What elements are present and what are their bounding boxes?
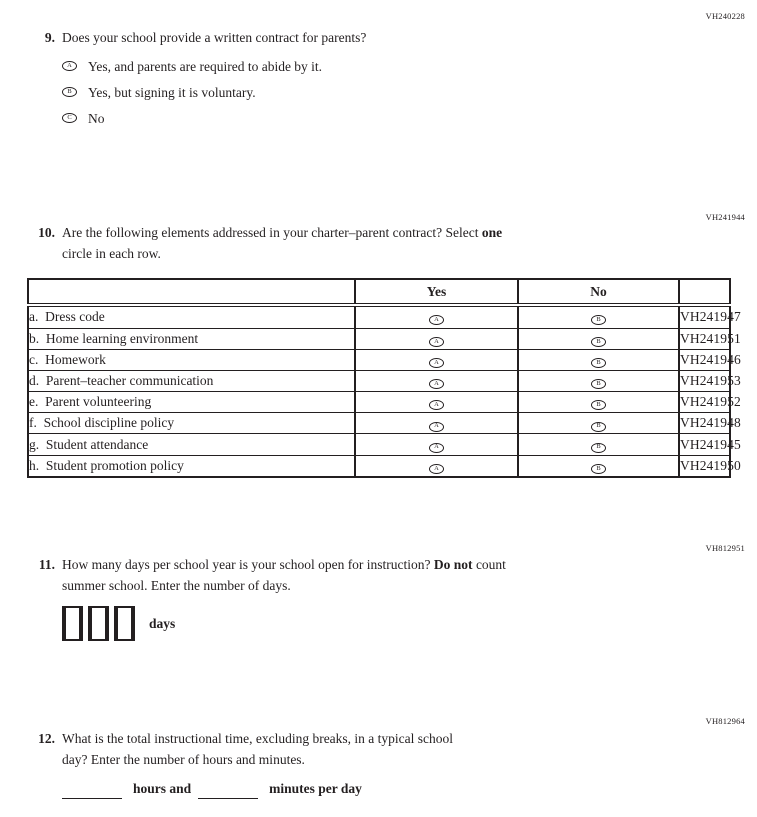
question-10-code: VH241944 — [705, 212, 745, 222]
option-label: No — [88, 110, 105, 126]
row-code: VH241946 — [679, 349, 730, 370]
question-11-text-after-bold: count — [472, 557, 506, 572]
yes-cell — [355, 305, 518, 328]
question-9 — [31, 27, 366, 137]
option-row[interactable] — [62, 111, 366, 125]
table-header-yes: Yes — [355, 279, 518, 305]
no-bubble-icon[interactable]: B — [591, 337, 606, 347]
row-label: f. School discipline policy — [28, 413, 355, 434]
no-bubble-icon[interactable]: B — [591, 379, 606, 389]
row-label: h. Student promotion policy — [28, 455, 355, 477]
question-11-number: 11. — [38, 557, 55, 572]
question-10-text-line2: circle in each row. — [62, 246, 161, 261]
digit-box-1[interactable] — [62, 606, 83, 641]
digit-box-3[interactable] — [114, 606, 135, 641]
answer-bubble-c-icon[interactable]: C — [62, 113, 77, 123]
digit-box-2[interactable] — [88, 606, 109, 641]
question-12-text-line1: What is the total instructional time, excluding breaks, in a typical school — [62, 731, 454, 746]
table-row — [28, 328, 730, 349]
table-row — [28, 413, 730, 434]
row-label: c. Homework — [28, 349, 355, 370]
no-cell — [518, 434, 679, 455]
no-cell — [518, 370, 679, 391]
answer-bubble-a-icon[interactable]: A — [62, 61, 77, 71]
yes-cell — [355, 434, 518, 455]
yes-bubble-icon[interactable]: A — [429, 337, 444, 347]
minutes-blank[interactable] — [198, 785, 258, 799]
no-bubble-icon[interactable]: B — [591, 400, 606, 410]
row-label: e. Parent volunteering — [28, 392, 355, 413]
question-12-text-line2: day? Enter the number of hours and minutes. — [62, 752, 305, 767]
yes-bubble-icon[interactable]: A — [429, 358, 444, 368]
row-code: VH241945 — [679, 434, 730, 455]
row-code: VH241953 — [679, 370, 730, 391]
question-9-options — [62, 59, 366, 125]
question-12 — [31, 728, 453, 799]
minutes-label: minutes per day — [269, 781, 362, 796]
question-10-number: 10. — [38, 225, 55, 240]
table-row — [28, 370, 730, 391]
no-bubble-icon[interactable]: B — [591, 443, 606, 453]
question-11-text-line2: summer school. Enter the number of days. — [62, 578, 291, 593]
no-cell — [518, 455, 679, 477]
yes-cell — [355, 349, 518, 370]
no-cell — [518, 349, 679, 370]
table-header-row — [28, 279, 730, 305]
yes-bubble-icon[interactable]: A — [429, 422, 444, 432]
table-row — [28, 305, 730, 328]
table-header-empty — [28, 279, 355, 305]
row-code: VH241948 — [679, 413, 730, 434]
no-cell — [518, 305, 679, 328]
yes-bubble-icon[interactable]: A — [429, 315, 444, 325]
yes-cell — [355, 455, 518, 477]
question-9-text: Does your school provide a written contract for parents? — [62, 30, 367, 45]
option-label: Yes, but signing it is voluntary. — [88, 84, 256, 100]
question-11 — [31, 554, 506, 641]
question-9-number: 9. — [44, 30, 55, 45]
yes-bubble-icon[interactable]: A — [429, 464, 444, 474]
no-bubble-icon[interactable]: B — [591, 422, 606, 432]
question-12-number: 12. — [38, 731, 55, 746]
question-10 — [31, 222, 502, 264]
yes-bubble-icon[interactable]: A — [429, 379, 444, 389]
row-code: VH241951 — [679, 328, 730, 349]
yes-bubble-icon[interactable]: A — [429, 443, 444, 453]
hours-blank[interactable] — [62, 785, 122, 799]
option-row[interactable] — [62, 85, 366, 99]
row-label: a. Dress code — [28, 305, 355, 328]
table-row — [28, 434, 730, 455]
row-code: VH241947 — [679, 305, 730, 328]
table-row — [28, 392, 730, 413]
option-label: Yes, and parents are required to abide by it. — [88, 58, 323, 74]
no-cell — [518, 328, 679, 349]
question-11-text-line1: How many days per school year is your school open for instruction? — [62, 557, 431, 572]
yes-cell — [355, 392, 518, 413]
yes-cell — [355, 328, 518, 349]
no-bubble-icon[interactable]: B — [591, 464, 606, 474]
yes-cell — [355, 413, 518, 434]
row-code: VH241952 — [679, 392, 730, 413]
table-header-code-empty — [679, 279, 730, 305]
days-unit-label: days — [149, 615, 176, 631]
no-cell — [518, 413, 679, 434]
table-row — [28, 349, 730, 370]
question-10-text-line1: Are the following elements addressed in your charter–parent contract? Select — [62, 225, 479, 240]
yes-bubble-icon[interactable]: A — [429, 400, 444, 410]
question-12-code: VH812964 — [705, 716, 745, 726]
no-cell — [518, 392, 679, 413]
question-11-text-bold: Do not — [433, 557, 473, 572]
row-label: b. Home learning environment — [28, 328, 355, 349]
no-bubble-icon[interactable]: B — [591, 315, 606, 325]
option-row[interactable] — [62, 59, 366, 73]
table-row — [28, 455, 730, 477]
question-10-text — [62, 222, 502, 264]
question-11-code: VH812951 — [705, 543, 745, 553]
row-label: d. Parent–teacher communication — [28, 370, 355, 391]
question-10-table — [27, 278, 741, 478]
hours-label: hours and — [133, 781, 192, 796]
time-entry — [62, 783, 453, 799]
days-entry — [62, 605, 506, 641]
row-code: VH241950 — [679, 455, 730, 477]
question-12-text — [62, 728, 453, 770]
yes-cell — [355, 370, 518, 391]
no-bubble-icon[interactable]: B — [591, 358, 606, 368]
answer-bubble-b-icon[interactable]: B — [62, 87, 77, 97]
question-9-code: VH240228 — [705, 11, 745, 21]
row-label: g. Student attendance — [28, 434, 355, 455]
question-10-text-bold: one — [481, 225, 503, 240]
question-11-text — [62, 554, 506, 596]
table-header-no: No — [518, 279, 679, 305]
